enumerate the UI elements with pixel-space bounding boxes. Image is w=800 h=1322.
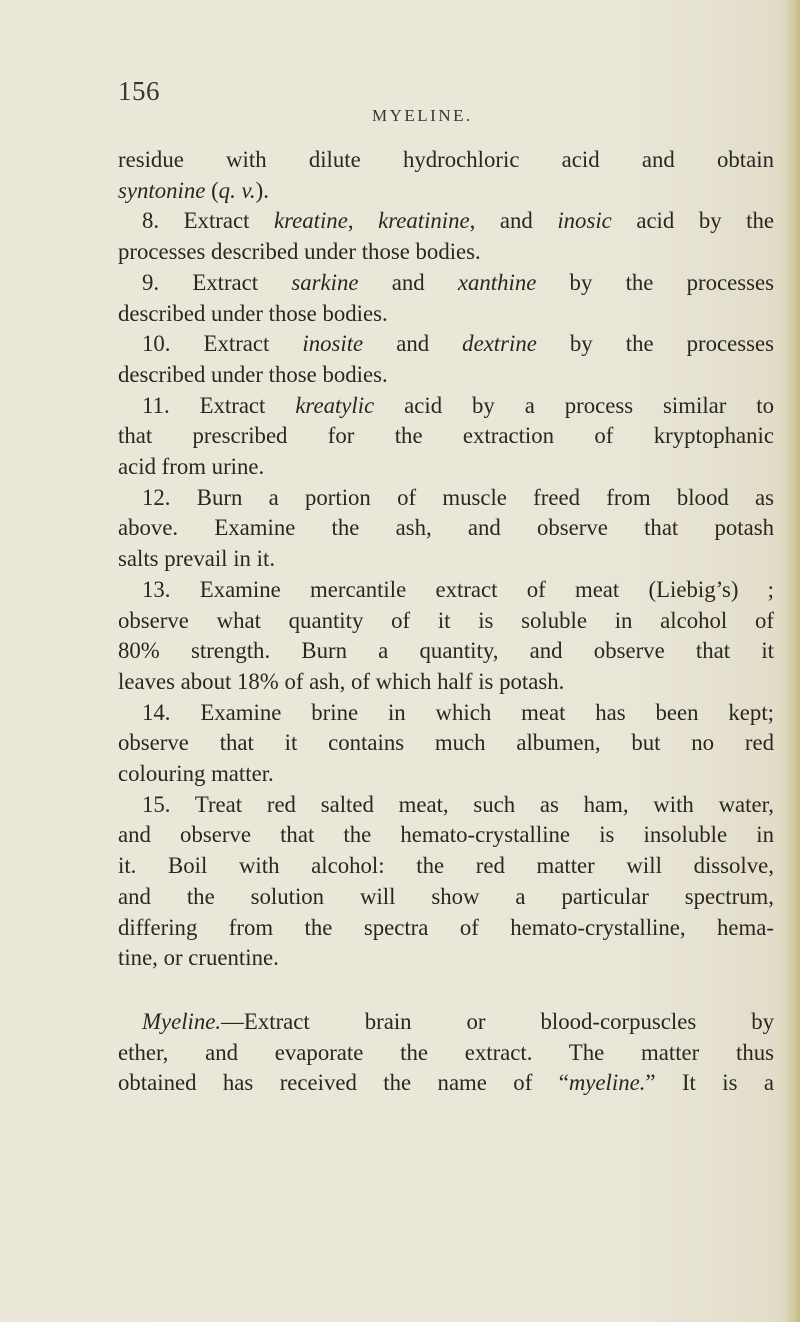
text-fragment: ” It is a: [645, 1070, 774, 1096]
text-fragment: and: [358, 269, 458, 295]
text-fragment: obtained has received the name of “: [118, 1070, 569, 1096]
text-line: observe that it contains much albumen, but no red: [118, 730, 774, 756]
text-line: [118, 391, 774, 422]
text-line: and observe that the hemato-crystalline is insoluble in: [118, 822, 774, 848]
paragraph-12: [118, 483, 774, 575]
text-fragment: , and: [469, 208, 558, 234]
text-line: described under those bodies.: [118, 300, 388, 326]
text-line: 13. Examine mercantile extract of meat (Liebig’s) ;: [142, 576, 774, 602]
text-fragment: 11. Extract: [142, 392, 296, 418]
text-line: ether, and evaporate the extract. The matter thus: [118, 1039, 774, 1065]
text-fragment: —Extract brain or blood-corpuscles by: [221, 1008, 774, 1034]
section-heading: Myeline.: [142, 1008, 222, 1034]
text-fragment: ,: [347, 208, 379, 234]
text-fragment: ).: [255, 177, 269, 203]
text-line: 14. Examine brine in which meat has been kept;: [142, 699, 774, 725]
paragraph-14: [118, 698, 774, 790]
italic-term: myeline.: [568, 1070, 646, 1096]
paragraph-myeline: [118, 1007, 774, 1099]
text-line: observe what quantity of it is soluble in alcohol of: [118, 607, 774, 633]
text-fragment: acid by a process similar to: [374, 392, 775, 418]
text-fragment: and: [363, 331, 463, 357]
text-fragment: acid by the: [611, 208, 774, 234]
text-line: that prescribed for the extraction of kryptophanic: [118, 423, 774, 449]
text-line: 12. Burn a portion of muscle freed from blood as: [142, 484, 774, 510]
running-head: MYELINE.: [372, 106, 473, 125]
italic-term: syntonine: [118, 177, 206, 203]
paragraph-13: [118, 575, 774, 698]
italic-term: inosite: [302, 331, 364, 357]
paragraph-10: [118, 329, 774, 390]
text-line: processes described under those bodies.: [118, 239, 481, 265]
page-number: 156: [118, 76, 160, 106]
text-line: tine, or cruentine.: [118, 945, 279, 971]
text-line: it. Boil with alcohol: the red matter will dissolve,: [118, 853, 774, 879]
paragraph-11: [118, 391, 774, 483]
page-edge-shadow: [786, 0, 800, 1322]
text-line: acid from urine.: [118, 454, 265, 480]
text-fragment: by the processes: [536, 269, 774, 295]
italic-term: sarkine: [291, 269, 359, 295]
text-line: [118, 329, 774, 360]
body-text: [118, 145, 774, 1099]
text-fragment: by the processes: [536, 331, 774, 357]
italic-term: xanthine: [457, 269, 537, 295]
italic-term: kreatylic: [295, 392, 375, 418]
text-line: leaves about 18% of ash, of which half is potash.: [118, 668, 565, 694]
text-line: differing from the spectra of hemato-crystalline, hema-: [118, 914, 774, 940]
italic-term: kreatine: [273, 208, 348, 234]
text-line: [118, 176, 774, 207]
text-fragment: (: [205, 177, 219, 203]
text-line: residue with dilute hydrochloric acid and obtain: [118, 147, 774, 172]
italic-term: inosic: [557, 208, 612, 234]
text-line: salts prevail in it.: [118, 546, 276, 572]
text-line: colouring matter.: [118, 761, 274, 787]
text-line: 80% strength. Burn a quantity, and observe that it: [118, 638, 774, 664]
text-fragment: 10. Extract: [142, 331, 303, 357]
paragraph-9: [118, 268, 774, 329]
text-line: [118, 1007, 774, 1038]
text-fragment: 9. Extract: [142, 269, 292, 295]
paragraph-7-continuation: [118, 145, 774, 206]
text-fragment: 8. Extract: [142, 208, 274, 234]
text-line: [118, 206, 774, 237]
italic-term: dextrine: [462, 331, 537, 357]
text-line: above. Examine the ash, and observe that potash: [118, 515, 774, 541]
italic-term: q. v.: [218, 177, 256, 203]
paragraph-8: [118, 206, 774, 267]
text-line: 15. Treat red salted meat, such as ham, with water,: [142, 791, 774, 817]
italic-term: kreatinine: [378, 208, 470, 234]
text-line: [118, 268, 774, 299]
text-line: [118, 1068, 774, 1099]
text-line: described under those bodies.: [118, 361, 388, 387]
text-line: and the solution will show a particular spectrum,: [118, 883, 774, 909]
paragraph-15: [118, 790, 774, 974]
